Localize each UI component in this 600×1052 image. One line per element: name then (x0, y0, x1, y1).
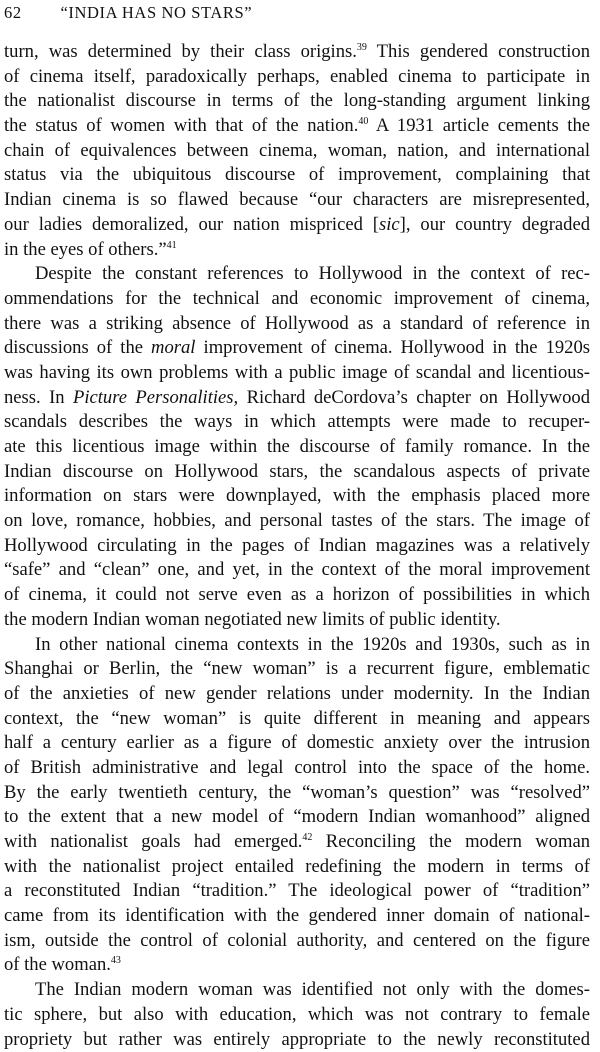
text-run: context, the “new woman” is quite different in meaning and appears (4, 708, 590, 729)
page-number: 62 (4, 3, 22, 22)
text-run: propriety but rather was entirely appropriate to the newly reconstituted (4, 1029, 590, 1050)
text-line (4, 1028, 590, 1052)
text-line (4, 40, 590, 65)
text-line (4, 929, 590, 954)
text-run: status via the ubiquitous discourse of improvement, complaining that (4, 164, 590, 185)
text-line (4, 287, 590, 312)
text-line (4, 386, 590, 411)
text-run: information on stars were downplayed, with the emphasis placed more (4, 485, 590, 506)
text-run: improvement of cinema. Hollywood in the 1920s (195, 337, 590, 358)
text-run: a reconstituted Indian “tradition.” The ideological power of “tradition” (4, 880, 590, 901)
text-line (4, 855, 590, 880)
paragraph (4, 633, 590, 979)
text-line (4, 65, 590, 90)
text-run: By the early twentieth century, the “woman’s question” was “resolved” (4, 782, 590, 803)
text-line (4, 608, 590, 633)
text-line (4, 484, 590, 509)
text-line (4, 1003, 590, 1028)
text-line (4, 312, 590, 337)
text-line (4, 89, 590, 114)
footnote-marker: 43 (111, 955, 121, 966)
text-run: chain of equivalences between cinema, woman, nation, and international (4, 140, 590, 161)
text-line (4, 904, 590, 929)
text-run: Shanghai or Berlin, the “new woman” is a recurrent figure, emblematic (4, 658, 590, 679)
running-title: “INDIA HAS NO STARS” (60, 3, 252, 22)
text-line (4, 336, 590, 361)
text-run: there was a striking absence of Hollywood as a standard of reference in (4, 313, 590, 334)
text-run: with nationalist goals had emerged. (4, 831, 302, 852)
text-run: was having its own problems with a public image of scandal and licentious- (4, 362, 590, 383)
text-run: This gendered construction (367, 41, 590, 62)
footnote-marker: 40 (358, 116, 368, 127)
text-run: Despite the constant references to Hollywood in the context of rec- (35, 263, 590, 284)
text-line (4, 781, 590, 806)
text-run: In other national cinema contexts in the 1920s and 1930s, such as in (35, 634, 590, 655)
text-line (4, 657, 590, 682)
footnote-marker: 42 (302, 832, 312, 843)
text-run: A 1931 article cements the (368, 115, 590, 136)
text-line (4, 534, 590, 559)
text-run: “safe” and “clean” one, and yet, in the context of the moral improvement (4, 559, 590, 580)
text-run: Indian cinema is so flawed because “our characters are misrepresented, (4, 189, 590, 210)
text-line (4, 633, 590, 658)
footnote-marker: 39 (357, 42, 367, 53)
text-run: ommendations for the technical and economic improvement of cinema, (4, 288, 590, 309)
italic-text: moral (151, 337, 195, 358)
text-line (4, 756, 590, 781)
text-line (4, 953, 590, 978)
text-line (4, 879, 590, 904)
text-line (4, 830, 590, 855)
text-line (4, 361, 590, 386)
text-run: scandals describes the ways in which attempts were made to recuper- (4, 411, 590, 432)
text-line (4, 707, 590, 732)
text-line (4, 410, 590, 435)
text-line (4, 213, 590, 238)
text-run: The Indian modern woman was identified not only with the domes- (35, 979, 590, 1000)
text-run: Indian discourse on Hollywood stars, the scandalous aspects of private (4, 461, 590, 482)
text-run: the modern Indian woman negotiated new limits of public identity. (4, 609, 501, 630)
italic-text: Picture Personalities, (73, 387, 238, 408)
text-line (4, 558, 590, 583)
text-line (4, 509, 590, 534)
text-run: Hollywood circulating in the pages of Indian magazines was a relatively (4, 535, 590, 556)
paragraph (4, 40, 590, 262)
text-run: tic sphere, but also with education, which was not contrary to female (4, 1004, 590, 1025)
text-line (4, 731, 590, 756)
text-line (4, 435, 590, 460)
text-line (4, 583, 590, 608)
text-run: ate this licentious image within the discourse of family romance. In the (4, 436, 590, 457)
text-run: the status of women with that of the nation. (4, 115, 358, 136)
text-run: of cinema, it could not serve even as a horizon of possibilities in which (4, 584, 590, 605)
text-line (4, 262, 590, 287)
text-run: the nationalist discourse in terms of the long-standing argument linking (4, 90, 590, 111)
text-run: to the extent that a new model of “modern Indian womanhood” aligned (4, 806, 590, 827)
text-run: half a century earlier as a figure of domestic anxiety over the intrusion (4, 732, 590, 753)
text-run: Richard deCordova’s chapter on Hollywood (238, 387, 590, 408)
italic-text: sic (379, 214, 400, 235)
text-run: of the woman. (4, 954, 111, 975)
text-line (4, 188, 590, 213)
text-line (4, 163, 590, 188)
text-run: in the eyes of others.” (4, 239, 167, 260)
body-text (4, 40, 590, 1052)
text-run: turn, was determined by their class origins. (4, 41, 357, 62)
text-run: Reconciling the modern woman (312, 831, 590, 852)
text-run: came from its identification with the gendered inner domain of national- (4, 905, 590, 926)
text-line (4, 114, 590, 139)
text-run: of the anxieties of new gender relations under modernity. In the Indian (4, 683, 590, 704)
running-head (4, 3, 590, 23)
text-run: with the nationalist project entailed redefining the modern in terms of (4, 856, 590, 877)
paragraph (4, 262, 590, 632)
text-run: ness. In (4, 387, 73, 408)
text-run: of cinema itself, paradoxically perhaps, enabled cinema to participate in (4, 66, 590, 87)
text-line (4, 978, 590, 1003)
text-run: ism, outside the control of colonial authority, and centered on the figure (4, 930, 590, 951)
paragraph (4, 978, 590, 1052)
text-line (4, 139, 590, 164)
text-run: ], our country degraded (400, 214, 590, 235)
text-line (4, 460, 590, 485)
text-run: discussions of the (4, 337, 151, 358)
text-line (4, 805, 590, 830)
text-run: our ladies demoralized, our nation mispriced [ (4, 214, 379, 235)
text-line (4, 238, 590, 263)
text-run: on love, romance, hobbies, and personal tastes of the stars. The image of (4, 510, 590, 531)
text-run: of British administrative and legal control into the space of the home. (4, 757, 590, 778)
footnote-marker: 41 (167, 240, 177, 251)
text-line (4, 682, 590, 707)
